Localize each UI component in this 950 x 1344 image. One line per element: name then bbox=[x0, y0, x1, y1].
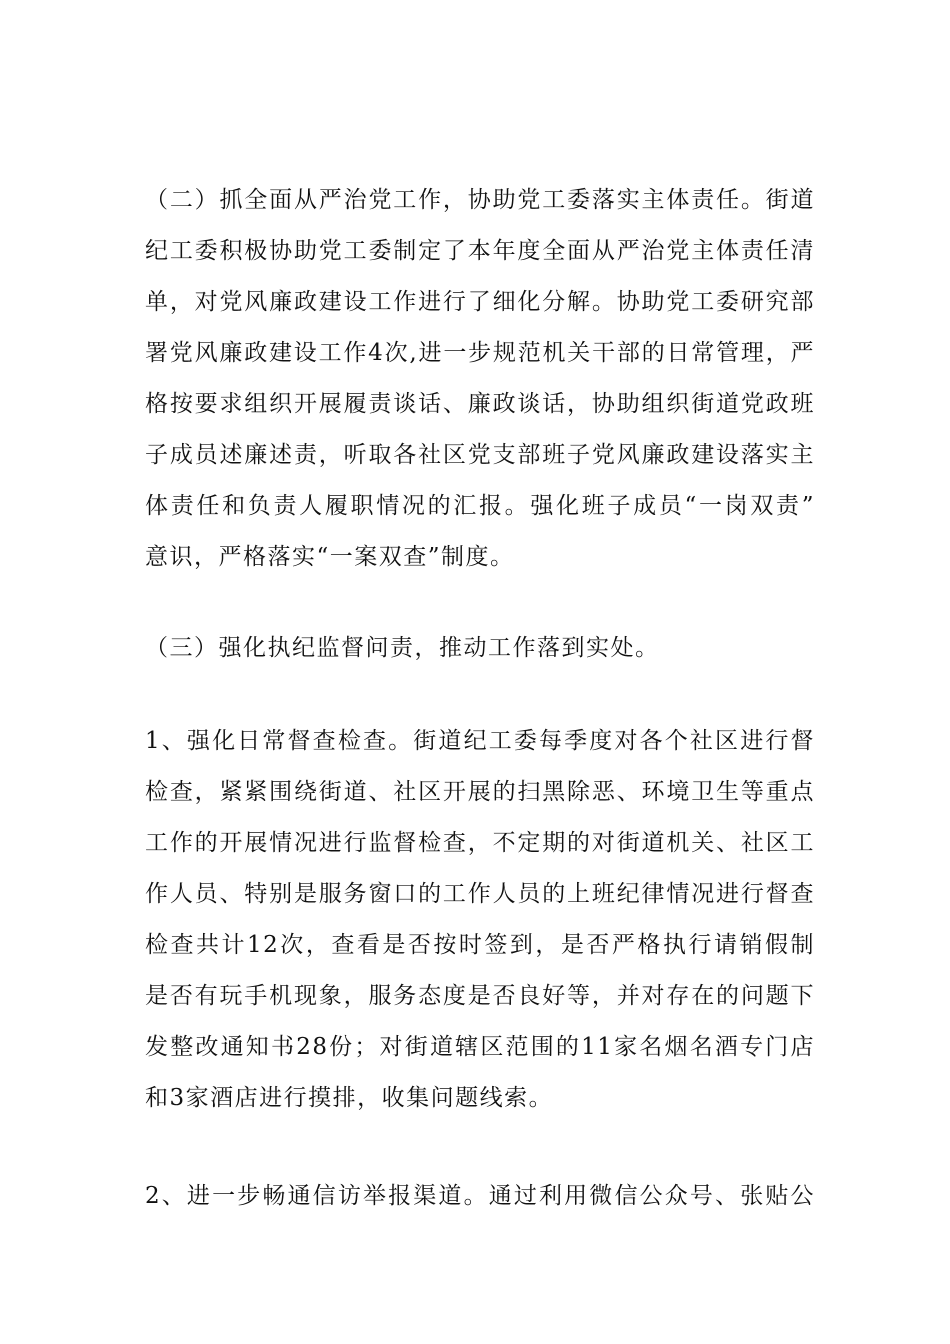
paragraph-1-line-2: 纪工委积极协助党工委制定了本年度全面从严治党主体责任清 bbox=[145, 238, 815, 264]
paragraph-1-line-6: 子成员述廉述责，听取各社区党支部班子党风廉政建设落实主 bbox=[145, 442, 815, 468]
paragraph-4-line-1: 2、进一步畅通信访举报渠道。通过利用微信公众号、张贴公 bbox=[145, 1183, 815, 1209]
paragraph-1-line-4: 署党风廉政建设工作4次,进一步规范机关干部的日常管理，严 bbox=[145, 340, 815, 366]
paragraph-3-line-4: 作人员、特别是服务窗口的工作人员的上班纪律情况进行督查 bbox=[145, 881, 815, 907]
paragraph-1-line-5: 格按要求组织开展履责谈话、廉政谈话，协助组织街道党政班 bbox=[145, 391, 815, 417]
paragraph-1-line-1: （二）抓全面从严治党工作，协助党工委落实主体责任。街道 bbox=[145, 187, 815, 213]
paragraph-2-line-1: （三）强化执纪监督问责，推动工作落到实处。 bbox=[145, 635, 660, 661]
paragraph-3-line-7: 发整改通知书28份；对街道辖区范围的11家名烟名酒专门店 bbox=[145, 1034, 815, 1060]
paragraph-1-line-8: 意识，严格落实“一案双查”制度。 bbox=[145, 544, 515, 570]
paragraph-3-line-8: 和3家酒店进行摸排，收集问题线索。 bbox=[145, 1085, 554, 1111]
paragraph-1-line-3: 单，对党风廉政建设工作进行了细化分解。协助党工委研究部 bbox=[145, 289, 815, 315]
paragraph-3-line-1: 1、强化日常督查检查。街道纪工委每季度对各个社区进行督 bbox=[145, 728, 815, 754]
paragraph-3-line-2: 检查，紧紧围绕街道、社区开展的扫黑除恶、环境卫生等重点 bbox=[145, 779, 815, 805]
paragraph-3-line-6: 是否有玩手机现象，服务态度是否良好等，并对存在的问题下 bbox=[145, 983, 815, 1009]
paragraph-3-line-3: 工作的开展情况进行监督检查，不定期的对街道机关、社区工 bbox=[145, 830, 815, 856]
paragraph-3-line-5: 检查共计12次，查看是否按时签到，是否严格执行请销假制 bbox=[145, 932, 815, 958]
paragraph-1-line-7: 体责任和负责人履职情况的汇报。强化班子成员“一岗双责” bbox=[145, 493, 815, 519]
